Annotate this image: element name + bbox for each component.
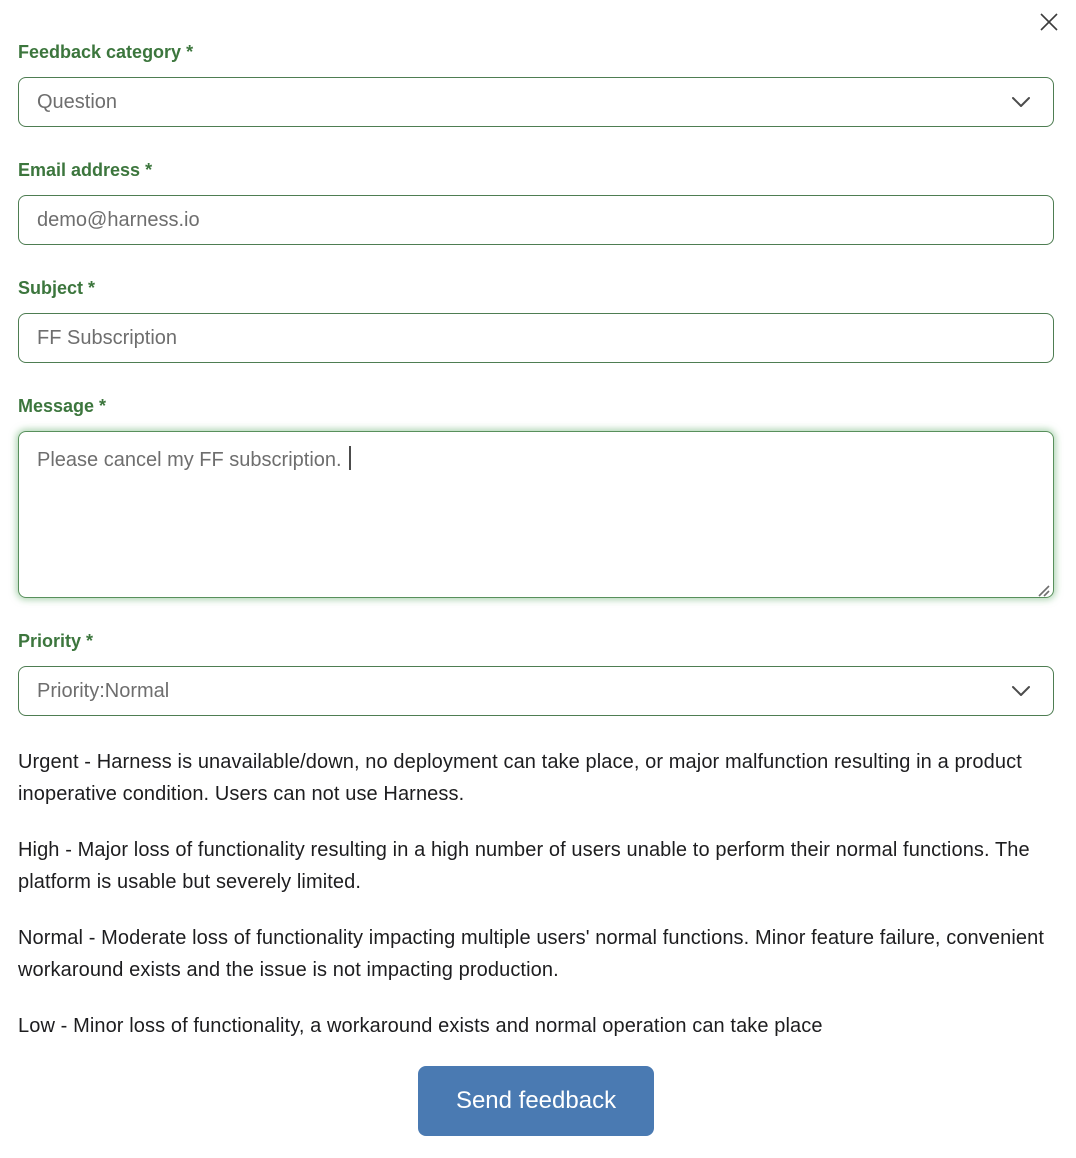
required-asterisk: * — [86, 631, 94, 651]
feedback-category-label-text: Feedback category — [18, 42, 182, 62]
feedback-category-label — [18, 42, 1054, 63]
submit-row — [18, 1066, 1054, 1136]
priority-help-text — [18, 746, 1054, 1042]
priority-help-normal: Normal - Moderate loss of functionality impacting multiple users' normal functions. Minor feature failure, convenient workaround exists and the issue is not impacting production. — [18, 927, 1044, 981]
priority-help-low: Low - Minor loss of functionality, a workaround exists and normal operation can take place — [18, 1015, 823, 1037]
close-icon — [1039, 12, 1059, 37]
subject-input[interactable] — [18, 313, 1054, 363]
field-feedback-category — [18, 42, 1054, 127]
close-button[interactable] — [1037, 12, 1061, 36]
required-asterisk: * — [145, 160, 153, 180]
priority-help-urgent: Urgent - Harness is unavailable/down, no deployment can take place, or major malfunction resulting in a product inoperative condition. Users can not use Harness. — [18, 751, 1022, 805]
message-text: Please cancel my FF subscription. — [37, 449, 342, 471]
subject-label — [18, 278, 1054, 299]
send-feedback-button[interactable]: Send feedback — [418, 1066, 654, 1136]
message-label-text: Message — [18, 396, 95, 416]
feedback-category-selected-value: Question — [37, 90, 118, 113]
field-email-address — [18, 160, 1054, 245]
chevron-down-icon — [1011, 91, 1031, 114]
priority-label-text: Priority — [18, 631, 82, 651]
priority-selected-value: Priority:Normal — [37, 679, 170, 702]
message-label — [18, 396, 1054, 417]
subject-label-text: Subject — [18, 278, 84, 298]
textarea-resize-handle[interactable] — [1036, 580, 1050, 594]
priority-help-high: High - Major loss of functionality resulting in a high number of users unable to perform their normal functions. The platform is usable but severely limited. — [18, 839, 1030, 893]
field-message — [18, 396, 1054, 598]
required-asterisk: * — [99, 396, 107, 416]
priority-label — [18, 631, 1054, 652]
feedback-category-select[interactable] — [18, 77, 1054, 127]
field-subject — [18, 278, 1054, 363]
text-caret — [349, 446, 351, 470]
chevron-down-icon — [1011, 680, 1031, 703]
priority-select[interactable] — [18, 666, 1054, 716]
email-input[interactable] — [18, 195, 1054, 245]
email-address-label — [18, 160, 1054, 181]
required-asterisk: * — [186, 42, 194, 62]
field-priority — [18, 631, 1054, 716]
message-textarea[interactable] — [18, 431, 1054, 598]
required-asterisk: * — [88, 278, 96, 298]
email-address-label-text: Email address — [18, 160, 141, 180]
